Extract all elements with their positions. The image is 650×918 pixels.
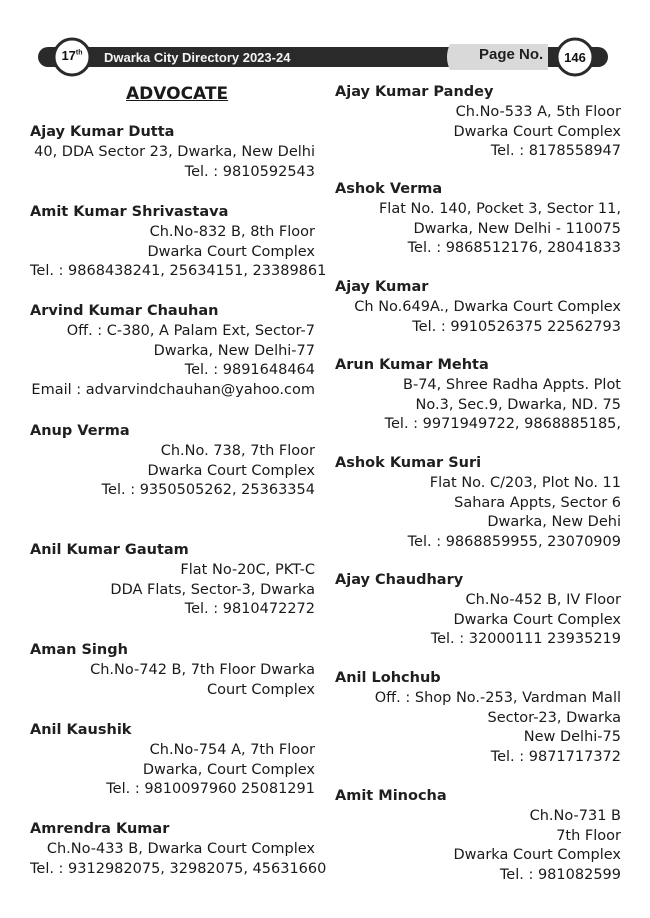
entry-name: Arvind Kumar Chauhan [30,303,219,319]
entry-line: Dwarka, Court Complex [142,761,315,778]
section-title: ADVOCATE [126,84,229,104]
entry-line: B-74, Shree Radha Appts. Plot [403,376,621,393]
entry-line: Tel. : 8178558947 [490,143,621,160]
entry-line: Tel. : 9350505262, 25363354 [101,482,315,499]
entry-line: 7th Floor [556,827,621,844]
entry-line: Off. : Shop No.-253, Vardman Mall [374,689,621,706]
directory-entry [30,203,327,282]
directory-entry [30,541,315,620]
entry-name: Amrendra Kumar [30,821,170,837]
entry-line: Flat No. 140, Pocket 3, Sector 11, [378,200,621,217]
entry-line: Dwarka, New Delhi - 110075 [413,220,621,237]
entry-name: Aman Singh [30,642,128,658]
directory-entry [335,787,621,886]
entry-name: Anup Verma [30,423,130,439]
entry-line: Ch No.649A., Dwarka Court Complex [354,298,621,315]
entry-line: Ch.No-731 B [529,807,621,824]
entry-line: Dwarka Court Complex [147,462,315,479]
entry-line: Ch.No-452 B, IV Floor [465,591,621,608]
directory-entry [30,123,315,182]
entry-line: Ch.No-832 B, 8th Floor [149,223,315,240]
entry-line: Dwarka, New Delhi-77 [153,342,315,359]
entry-line: Flat No-20C, PKT-C [180,561,315,578]
entry-line: Tel. : 32000111 23935219 [430,631,621,648]
entry-line: Dwarka Court Complex [453,611,621,628]
directory-entry [30,820,327,879]
directory-entry [30,721,315,800]
entry-line: Tel. : 9971949722, 9868885185, [384,416,621,433]
entry-email: Email : advarvindchauhan@yahoo.com [31,382,315,399]
entry-line: Ch.No-533 A, 5th Floor [455,103,621,120]
entry-line: Court Complex [206,681,315,698]
entry-line: 40, DDA Sector 23, Dwarka, New Delhi [34,143,315,160]
entry-line: Tel. : 9871717372 [490,749,621,766]
entry-line: Sahara Appts, Sector 6 [454,494,621,511]
entry-name: Ashok Kumar Suri [335,455,482,471]
entry-line: Sector-23, Dwarka [487,709,621,726]
directory-entry [335,278,621,337]
directory-entry [30,302,315,401]
entry-line: Dwarka Court Complex [147,243,315,260]
entry-line: Off. : C-380, A Palam Ext, Sector-7 [66,322,315,339]
directory-entry [335,454,621,553]
entry-name: Amit Minocha [335,788,447,804]
entry-line: Tel. : 9868438241, 25634151, 23389861 [30,263,327,280]
page-label: Page No. [479,46,544,63]
entry-line: New Delhi-75 [523,729,621,746]
entry-line: Tel. : 9868512176, 28041833 [407,240,621,257]
entry-name: Amit Kumar Shrivastava [30,204,229,220]
directory-entry [335,83,621,162]
edition-number: 17 [61,48,76,63]
entry-line: Ch.No. 738, 7th Floor [160,442,315,459]
entry-line: Tel. : 981082599 [499,867,621,884]
entry-name: Arun Kumar Mehta [335,357,489,373]
entry-line: Tel. : 9868859955, 23070909 [407,534,621,551]
directory-title: Dwarka City Directory 2023-24 [104,50,291,65]
entry-name: Anil Kaushik [30,722,132,738]
entry-line: DDA Flats, Sector-3, Dwarka [110,581,315,598]
directory-entry [335,180,621,259]
directory-entry [335,669,621,768]
edition-suffix: th [75,49,83,57]
entry-name: Ajay Kumar Dutta [30,124,175,140]
directory-entry [335,356,621,435]
entry-line: Dwarka Court Complex [453,123,621,140]
entry-name: Ashok Verma [335,181,443,197]
directory-entry [30,422,315,501]
entry-line: Ch.No-754 A, 7th Floor [149,741,315,758]
page-number: 146 [564,50,586,65]
entry-line: Dwarka Court Complex [453,847,621,864]
entry-line: Dwarka, New Dehi [487,514,621,531]
entry-line: No.3, Sec.9, Dwarka, ND. 75 [415,396,621,413]
entry-name: Ajay Kumar [335,279,429,295]
entry-line: Ch.No-742 B, 7th Floor Dwarka [90,661,315,678]
entry-name: Anil Lohchub [335,670,441,686]
edition-badge [57,48,87,63]
entry-line: Ch.No-433 B, Dwarka Court Complex [46,840,315,857]
entry-line: Tel. : 9910526375 22562793 [412,318,621,335]
entry-line: Tel. : 9810472272 [184,601,315,618]
entry-line: Tel. : 9312982075, 32982075, 45631660 [30,860,327,877]
entry-name: Ajay Kumar Pandey [335,84,494,100]
entry-line: Flat No. C/203, Plot No. 11 [429,474,621,491]
entry-name: Ajay Chaudhary [335,572,464,588]
directory-entry [30,641,315,700]
directory-entry [335,571,621,650]
entry-name: Anil Kumar Gautam [30,542,189,558]
entry-line: Tel. : 9810592543 [184,163,315,180]
entry-line: Tel. : 9810097960 25081291 [106,781,315,798]
entry-line: Tel. : 9891648464 [184,362,315,379]
